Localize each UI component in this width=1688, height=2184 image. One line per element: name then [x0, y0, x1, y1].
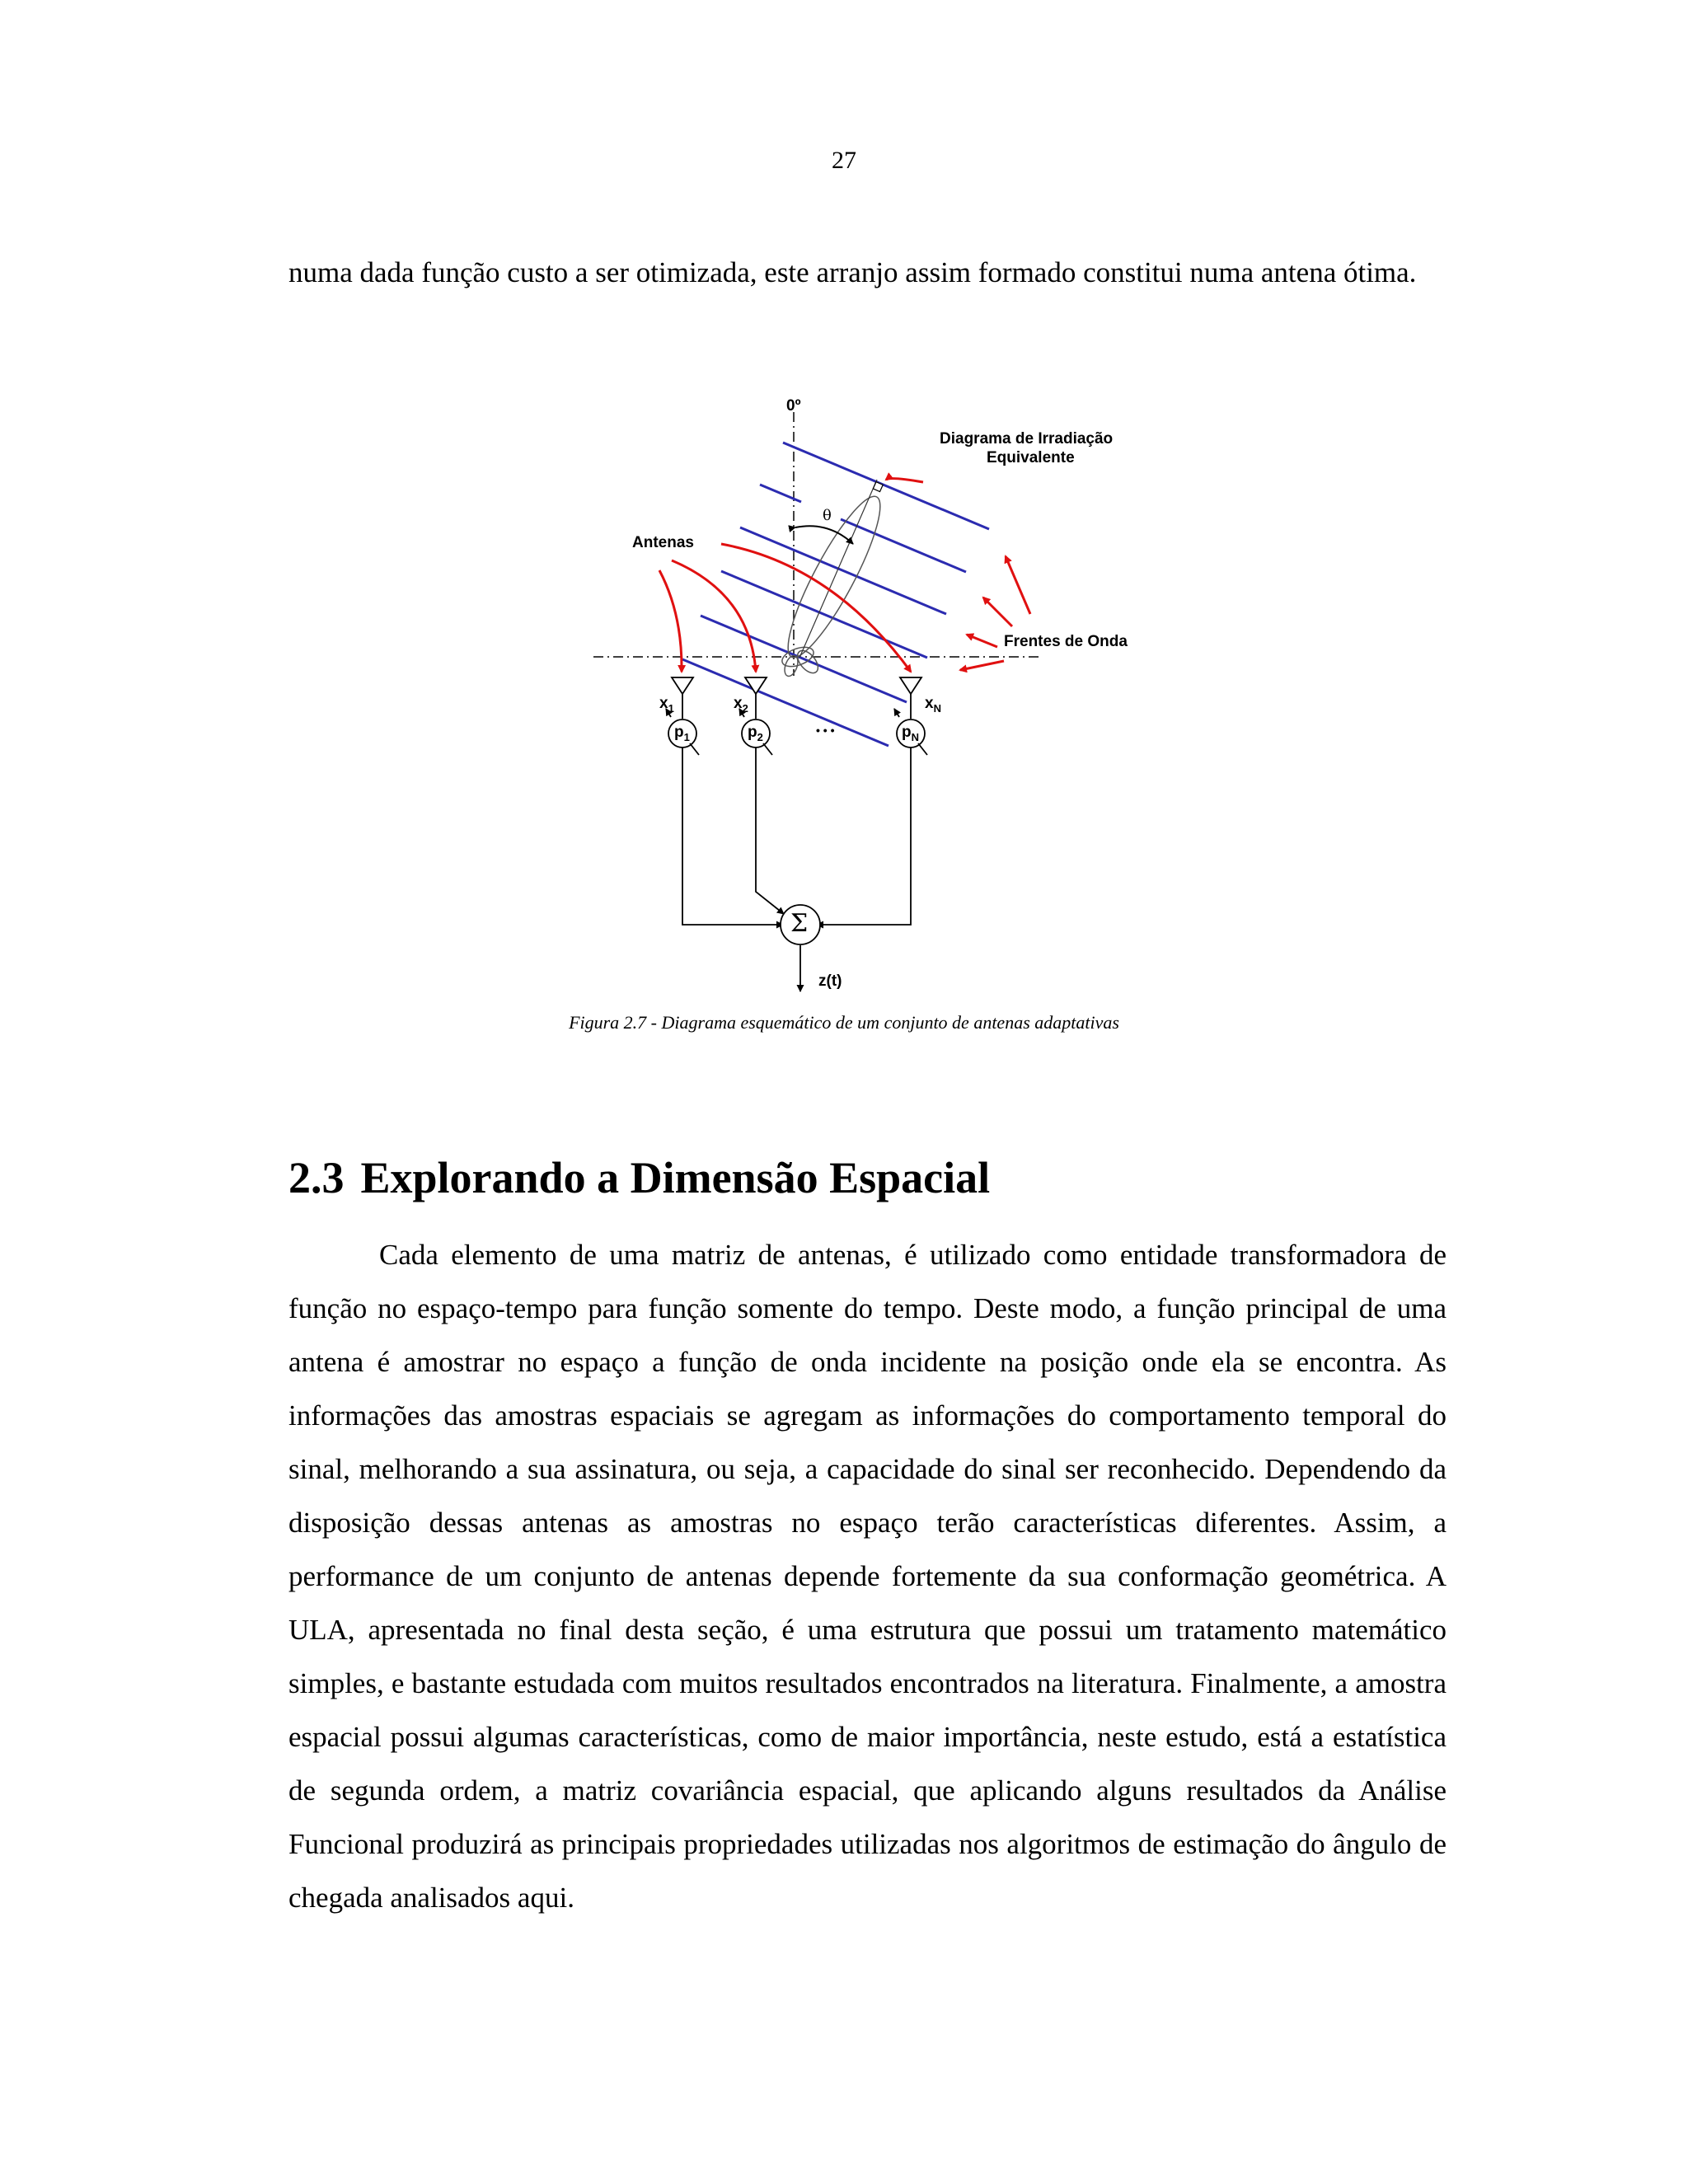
p2-label: $p_2$ — [748, 724, 763, 743]
page-number: 27 — [832, 147, 856, 174]
weights — [666, 709, 927, 755]
signal-lines — [682, 748, 911, 991]
pn-label: $p_N$ — [902, 724, 919, 743]
antenna-elements — [672, 677, 921, 719]
theta-arc — [795, 526, 853, 544]
x1-label: $x_1$ — [659, 695, 674, 715]
wavefronts-label: Frentes de Onda — [1004, 633, 1128, 650]
output-label: z(t) — [818, 972, 842, 990]
antenna-array-figure — [577, 387, 1154, 1014]
pattern-label-line1: Diagrama de Irradiação — [940, 430, 1114, 448]
ellipsis-label: • • • — [816, 724, 835, 737]
x2-label: $x_2$ — [734, 695, 748, 715]
section-number: 2.3 — [288, 1153, 345, 1202]
section-title: Explorando a Dimensão Espacial — [360, 1153, 991, 1202]
antenas-label: Antenas — [632, 534, 694, 551]
zero-degree-label: 0º — [786, 397, 801, 415]
radiation-pattern — [774, 480, 894, 678]
theta-label: θ — [823, 507, 832, 524]
figure-caption: Figura 2.7 - Diagrama esquemático de um conjunto de antenas adaptativas — [569, 1012, 1119, 1033]
sum-symbol: Σ — [790, 909, 809, 938]
pattern-label-line2: Equivalente — [987, 449, 1075, 466]
red-arrows — [659, 479, 1030, 672]
section-heading — [288, 1152, 990, 1203]
xn-label: $x_N$ — [925, 695, 941, 715]
p1-label: $p_1$ — [674, 724, 690, 743]
intro-paragraph: numa dada função custo a ser otimizada, este arranjo assim formado constitui numa antena ótima. — [288, 256, 1417, 288]
main-paragraph: Cada elemento de uma matriz de antenas, é utilizado como entidade transformadora de função no espaço-tempo para função somente do tempo. Deste modo, a função principal de uma antena é amostrar no espaço a função de onda incidente na posição onde ela se encontra. As informações das amostras espaciais se agregam as informações do comportamento temporal do sinal, melhorando a sua assinatura, ou seja, a capacidade do sinal ser reconhecido. Dependendo da disposição dessas antenas as amostras no espaço terão características diferentes. Assim, a performance de um conjunto de antenas depende fortemente da sua conformação geométrica. A ULA, apresentada no final desta seção, é uma estrutura que possui um tratamento matemático simples, e bastante estudada com muitos resultados encontrados na literatura. Finalmente, a amostra espacial possui algumas características, como de maior importância, neste estudo, está a estatística de segunda ordem, a matriz covariância espacial, que aplicando alguns resultados da Análise Funcional produzirá as principais propriedades utilizadas nos algoritmos de estimação do ângulo de chegada analisados aqui. — [288, 1239, 1447, 1914]
